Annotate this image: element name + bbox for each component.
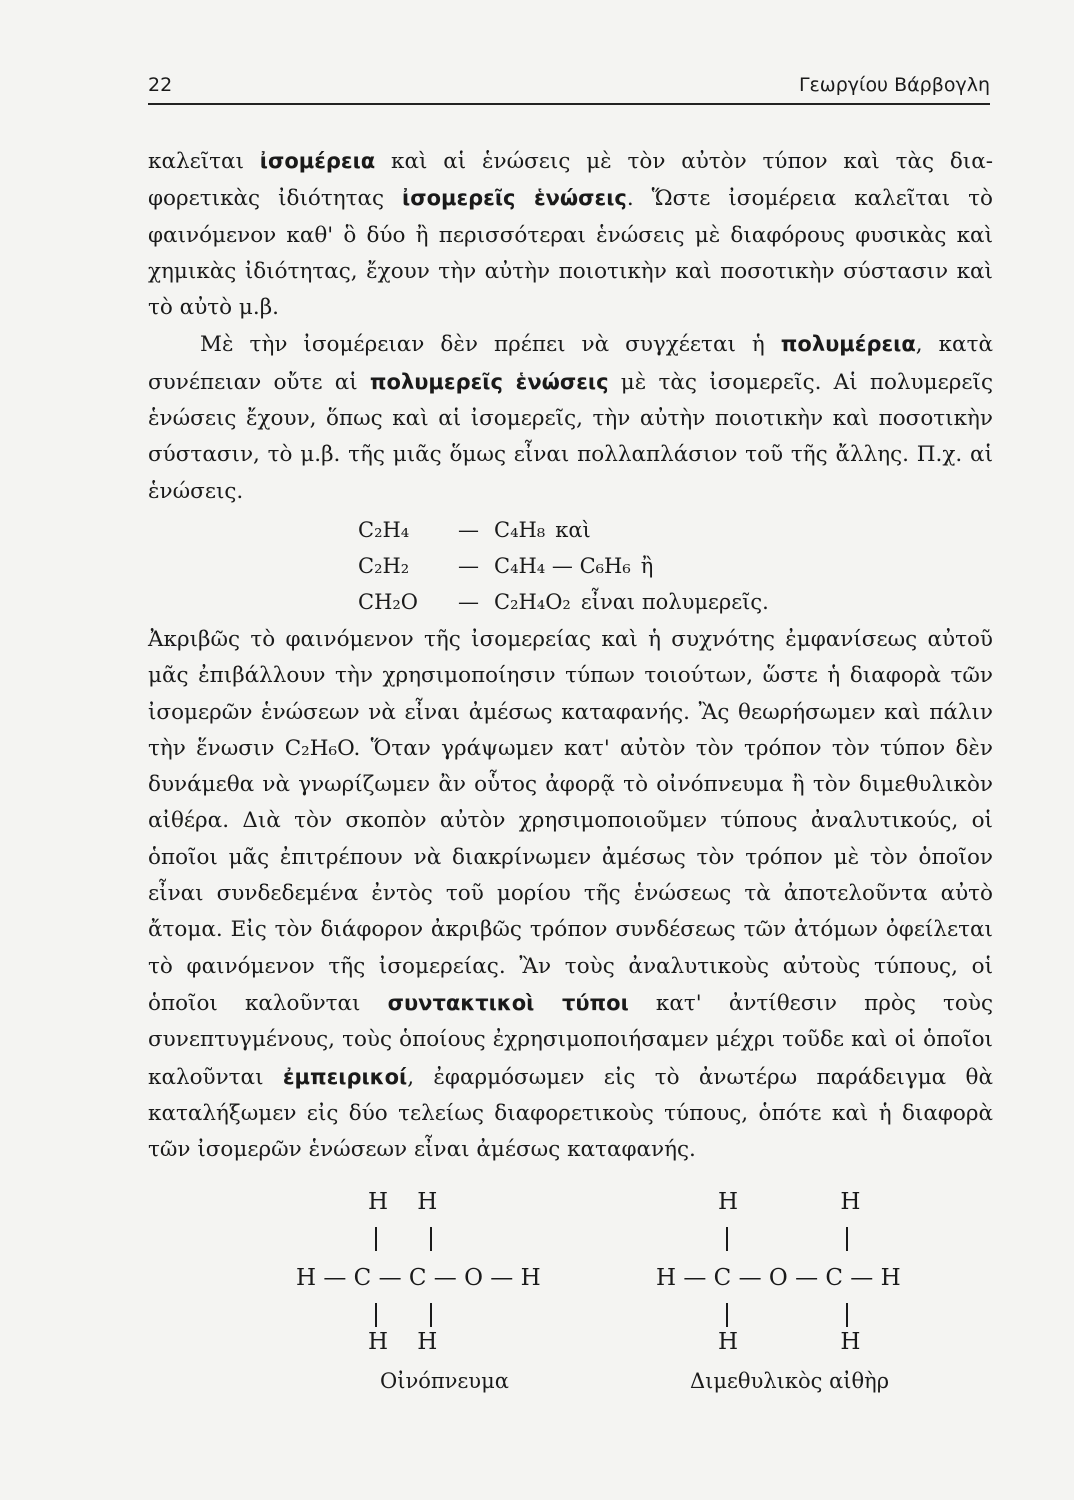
- formula-left: CH₂O: [358, 589, 419, 614]
- paragraph-1-text: . Ὥστε ἰσομέρεια καλεῖται τὸ φαινόμενον καθ' ὃ δύο ἢ περισσότεραι ἑνώσεις μὲ διαφόρους φυσικὰς καὶ χημικὰς ἰδιότητας, ἔχουν τὴν αὐτὴν ποιοτικὴν καὶ ποσοτικὴν σύστασιν καὶ τὸ αὐτὸ μ.β.: [148, 186, 994, 321]
- ethanol-bond-top-2: [430, 1227, 432, 1251]
- structural-formulas: [290, 1183, 970, 1413]
- ether-top-hydrogens: H H: [718, 1189, 861, 1215]
- formula-block: [358, 512, 993, 620]
- formula-left: C₂H₂: [358, 553, 410, 578]
- ethanol-top-hydrogens: H H: [368, 1189, 438, 1215]
- body-text: [148, 143, 993, 1168]
- ethanol-bond-bottom-2: [430, 1303, 432, 1327]
- term-isomereis-enoseis: ἰσομερεῖς ἑνώσεις: [402, 186, 627, 211]
- formula-dash: —: [458, 553, 479, 578]
- ethanol-bond-bottom-1: [375, 1303, 377, 1327]
- paragraph-2-text: μὲ τὰς ἰσομερεῖς. Αἱ πολυμερεῖς ἑνώσεις ἔχουν, ὅπως καὶ αἱ ἰσομερεῖς, τὴν αὐτὴν ποιοτικὴν καὶ ποσοτικὴν σύστασιν, τὸ μ.β. τῆς μιᾶς ὅμως εἶναι πολλαπλάσιον τοῦ τῆς ἄλλης. Π.χ. αἱ ἑνώσεις.: [148, 369, 993, 504]
- header-rule: [148, 103, 990, 105]
- formula-rest: ἢ: [640, 553, 654, 578]
- paragraph-2-text: Μὲ τὴν ἰσομέρειαν δὲν πρέπει νὰ συγχέεται ἡ: [200, 332, 781, 358]
- paragraph-2: [148, 326, 993, 509]
- ether-main-chain: H — C — O — C — H: [656, 1265, 901, 1291]
- formula-row: [358, 584, 993, 620]
- formula-rest: καὶ: [555, 517, 591, 542]
- ethanol-label: Οἰνόπνευμα: [380, 1369, 509, 1393]
- ethanol-main-chain: H — C — C — O — H: [296, 1265, 541, 1291]
- page-number: 22: [148, 74, 173, 96]
- term-empeirikoi: ἐμπειρικοί: [282, 1064, 408, 1089]
- ethanol-bond-top-1: [375, 1227, 377, 1251]
- formula-row: [358, 548, 993, 584]
- ether-bottom-hydrogens: H H: [718, 1329, 861, 1355]
- ether-bond-top-1: [726, 1227, 728, 1251]
- term-isomereia: ἰσομέρεια: [259, 149, 376, 173]
- ether-bond-bottom-1: [726, 1303, 728, 1327]
- ether-bond-top-2: [846, 1227, 848, 1251]
- ether-bond-bottom-2: [846, 1303, 848, 1327]
- paragraph-3-text: Ἀκριβῶς τὸ φαινόμενον τῆς ἰσομερείας καὶ ἡ συχνότης ἐμφανίσεως αὐτοῦ μᾶς ἐπιβάλλουν τὴν χρησιμοποίησιν τύπων τοιούτων, ὥστε ἡ διαφορὰ τῶν ἰσομερῶν ἑνώσεων νὰ εἶναι ἀμέσως καταφανής. Ἂς θεωρήσωμεν καὶ πάλιν τὴν ἕνωσιν C₂H₆O. Ὅταν γράψωμεν κατ' αὐτὸν τὸν τρόπον τὸν τύπον δὲν δυνάμεθα νὰ γνωρίζωμεν ἂν οὗτος ἀφορᾷ τὸ οἰνόπνευμα ἢ τὸν διμεθυλικὸν αἰθέρα. Διὰ τὸν σκοπὸν αὐτὸν χρησιμοποιοῦμεν τύπους ἀναλυτικούς, οἱ ὁποῖοι μᾶς ἐπιτρέπουν νὰ διακρίνωμεν ἀμέσως τὸν τρόπον μὲ τὸν ὁποῖον εἶναι συνδεδεμένα ἐντὸς τοῦ μορίου τῆς ἑνώσεως τὰ ἀποτελοῦντα αὐτὸ ἄτομα. Εἰς τὸν διάφορον ἀκριβῶς τρόπον συνδέσεως τῶν ἀτόμων ὀφείλεται τὸ φαινόμενον τῆς ἰσομερείας. Ἂν τοὺς ἀναλυτικοὺς αὐτοὺς τύπους, οἱ ὁποῖοι καλοῦνται: [148, 626, 993, 1016]
- running-title: Γεωργίου Βάρβογλη: [798, 74, 990, 96]
- formula-dash: —: [458, 517, 479, 542]
- ethanol-bottom-hydrogens: H H: [368, 1329, 438, 1355]
- formula-rest: εἶναι πολυμερεῖς.: [580, 589, 769, 614]
- term-polymereia: πολυμέρεια: [780, 332, 916, 357]
- formula-right: C₄H₄ — C₆H₆: [494, 553, 631, 578]
- formula-row: [358, 512, 993, 548]
- term-syntaktikoi-typoi: συντακτικοὶ τύποι: [387, 990, 629, 1015]
- formula-dash: —: [458, 589, 479, 614]
- paragraph-1-text: καὶ αἱ ἑνώσεις μὲ τὸν αὐτὸν τύπον καὶ τὰς διαφορετικὰς ἰδιότητας: [148, 149, 993, 212]
- formula-left: C₂H₄: [358, 517, 410, 542]
- page-header: [148, 70, 990, 100]
- formula-right: C₂H₄O₂: [494, 589, 571, 614]
- paragraph-3: [148, 622, 993, 1168]
- paragraph-3-text: κατ' ἀντίθεσιν πρὸς τοὺς συνεπτυγμένους, τοὺς ὁποίους ἐχρησιμοποιήσαμεν μέχρι τοῦδε καὶ οἱ ὁποῖοι καλοῦνται: [148, 990, 993, 1090]
- paragraph-1: [148, 143, 993, 326]
- paragraph-1-text: καλεῖται: [148, 149, 260, 174]
- formula-right: C₄H₈: [494, 517, 546, 542]
- paragraph-3-text: , ἐφαρμόσωμεν εἰς τὸ ἀνωτέρω παράδειγμα θὰ καταλήξωμεν εἰς δύο τελείως διαφορετικοὺς τύπους, ὁπότε καὶ ἡ διαφορὰ τῶν ἰσομερῶν ἑνώσεων εἶναι ἀμέσως καταφανής.: [148, 1064, 993, 1163]
- paragraph-2-text: , κατὰ συνέπειαν οὔτε αἱ: [148, 332, 993, 395]
- term-polymereis-enoseis: πολυμερεῖς ἑνώσεις: [369, 369, 609, 394]
- ether-label: Διμεθυλικὸς αἰθὴρ: [690, 1369, 890, 1393]
